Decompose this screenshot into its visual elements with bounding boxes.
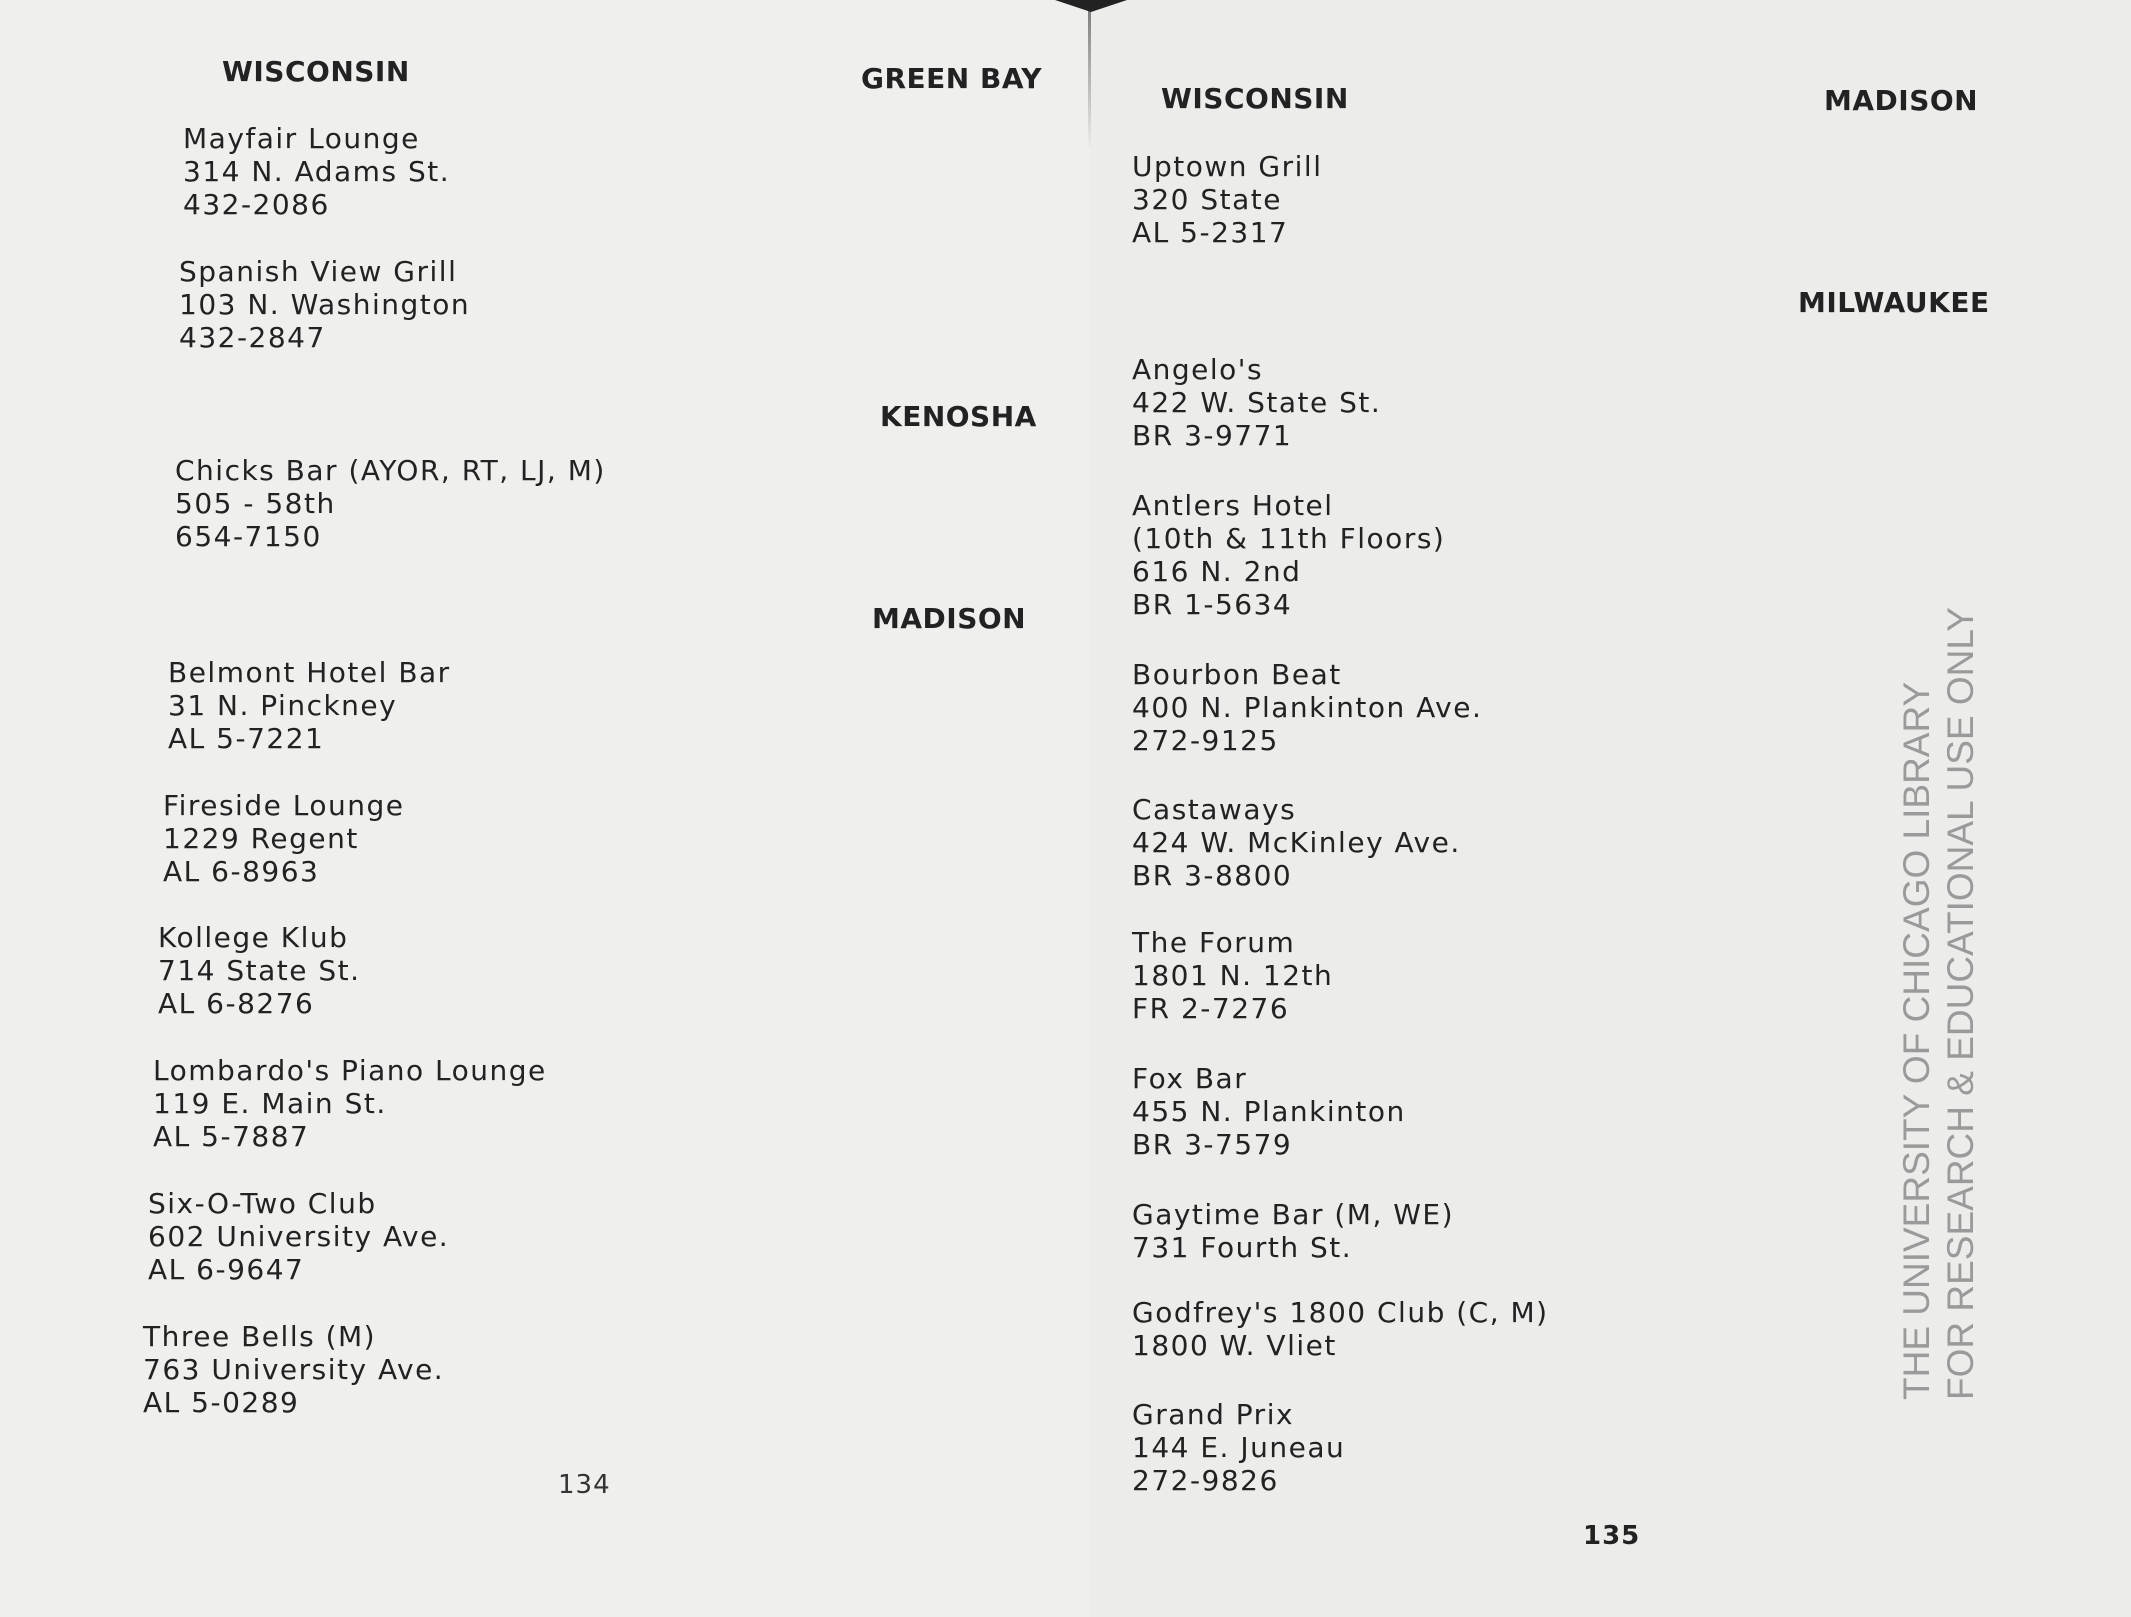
listing-line: BR 1-5634 [1132, 588, 1293, 621]
listing-name: Six-O-Two Club [148, 1187, 377, 1220]
listing-entry [1132, 1198, 1454, 1264]
listing-line: Uptown Grill [1132, 150, 1323, 183]
city-heading-milwaukee: MILWAUKEE [1798, 286, 1990, 319]
listing-name: Kollege Klub [158, 921, 349, 954]
listing-line: 272-9826 [1132, 1464, 1279, 1497]
listing-line: BR 3-8800 [1132, 859, 1293, 892]
listing-entry [1132, 793, 1461, 892]
city-heading-madison: MADISON [872, 602, 1027, 635]
city-heading-kenosha: KENOSHA [880, 400, 1037, 433]
listing-phone: 432-2847 [179, 321, 326, 354]
page-number-right: 135 [1583, 1521, 1641, 1551]
listing-line: Grand Prix [1132, 1398, 1295, 1431]
listing-line: Godfrey's 1800 Club (C, M) [1132, 1296, 1549, 1329]
book-gutter [1088, 0, 1091, 150]
listing-line: Fox Bar [1132, 1062, 1248, 1095]
listing-line: AL 5-2317 [1132, 216, 1289, 249]
listing-phone: 654-7150 [175, 520, 322, 553]
listing-entry [148, 1187, 449, 1286]
library-watermark [1895, 607, 1983, 1400]
left-state-heading: WISCONSIN [222, 55, 410, 88]
listing-entry [168, 656, 451, 755]
listing-line: BR 3-9771 [1132, 419, 1293, 452]
gutter-mark [1055, 0, 1127, 12]
listing-entry [1132, 150, 1322, 249]
listing-name: Fireside Lounge [163, 789, 405, 822]
listing-phone: AL 6-8963 [163, 855, 320, 888]
listing-entry [175, 454, 606, 553]
listing-line: 616 N. 2nd [1132, 555, 1302, 588]
listing-address: 31 N. Pinckney [168, 689, 398, 722]
listing-entry [183, 122, 450, 221]
listing-phone: AL 5-0289 [143, 1386, 300, 1419]
listing-line: 455 N. Plankinton [1132, 1095, 1406, 1128]
listing-phone: AL 5-7221 [168, 722, 325, 755]
listing-address: 1229 Regent [163, 822, 359, 855]
listing-entry [179, 255, 470, 354]
listing-line: Angelo's [1132, 353, 1264, 386]
listing-line: 144 E. Juneau [1132, 1431, 1346, 1464]
listing-entry [1132, 1296, 1549, 1362]
listing-line: Antlers Hotel [1132, 489, 1334, 522]
listing-address: 505 - 58th [175, 487, 336, 520]
listing-name: Three Bells (M) [143, 1320, 377, 1353]
listing-address: 763 University Ave. [143, 1353, 445, 1386]
listing-line: 424 W. McKinley Ave. [1132, 826, 1461, 859]
listing-name: Chicks Bar (AYOR, RT, LJ, M) [175, 454, 606, 487]
listing-line: 731 Fourth St. [1132, 1231, 1353, 1264]
listing-line: 422 W. State St. [1132, 386, 1382, 419]
listing-line: FR 2-7276 [1132, 992, 1290, 1025]
listing-entry [158, 921, 361, 1020]
listing-entry [1132, 926, 1333, 1025]
listing-name: Spanish View Grill [179, 255, 458, 288]
listing-line: 320 State [1132, 183, 1282, 216]
listing-entry [143, 1320, 444, 1419]
listing-entry [153, 1054, 547, 1153]
page-number-left: 134 [558, 1470, 611, 1500]
listing-address: 119 E. Main St. [153, 1087, 387, 1120]
listing-phone: AL 6-8276 [158, 987, 315, 1020]
listing-line: BR 3-7579 [1132, 1128, 1293, 1161]
listing-line: (10th & 11th Floors) [1132, 522, 1446, 555]
listing-entry [1132, 1398, 1345, 1497]
city-heading-green-bay: GREEN BAY [861, 62, 1043, 95]
listing-entry [163, 789, 404, 888]
listing-phone: AL 6-9647 [148, 1253, 305, 1286]
listing-address: 714 State St. [158, 954, 361, 987]
listing-name: Belmont Hotel Bar [168, 656, 451, 689]
listing-name: Lombardo's Piano Lounge [153, 1054, 547, 1087]
listing-entry [1132, 658, 1482, 757]
listing-line: Gaytime Bar (M, WE) [1132, 1198, 1455, 1231]
watermark-line-2: FOR RESEARCH & EDUCATIONAL USE ONLY [1940, 607, 1981, 1400]
listing-line: 1801 N. 12th [1132, 959, 1334, 992]
listing-line: Castaways [1132, 793, 1297, 826]
listing-phone: 432-2086 [183, 188, 330, 221]
listing-line: 400 N. Plankinton Ave. [1132, 691, 1483, 724]
listing-line: 1800 W. Vliet [1132, 1329, 1337, 1362]
listing-phone: AL 5-7887 [153, 1120, 310, 1153]
listing-address: 602 University Ave. [148, 1220, 450, 1253]
listing-entry [1132, 1062, 1406, 1161]
listing-line: The Forum [1132, 926, 1296, 959]
listing-entry [1132, 489, 1445, 621]
city-heading-madison-continued: MADISON [1824, 84, 1979, 117]
watermark-line-1: THE UNIVERSITY OF CHICAGO LIBRARY [1896, 681, 1937, 1400]
listing-address: 314 N. Adams St. [183, 155, 451, 188]
listing-name: Mayfair Lounge [183, 122, 420, 155]
listing-entry [1132, 353, 1381, 452]
listing-line: Bourbon Beat [1132, 658, 1342, 691]
listing-line: 272-9125 [1132, 724, 1279, 757]
right-state-heading: WISCONSIN [1161, 82, 1349, 115]
listing-address: 103 N. Washington [179, 288, 471, 321]
